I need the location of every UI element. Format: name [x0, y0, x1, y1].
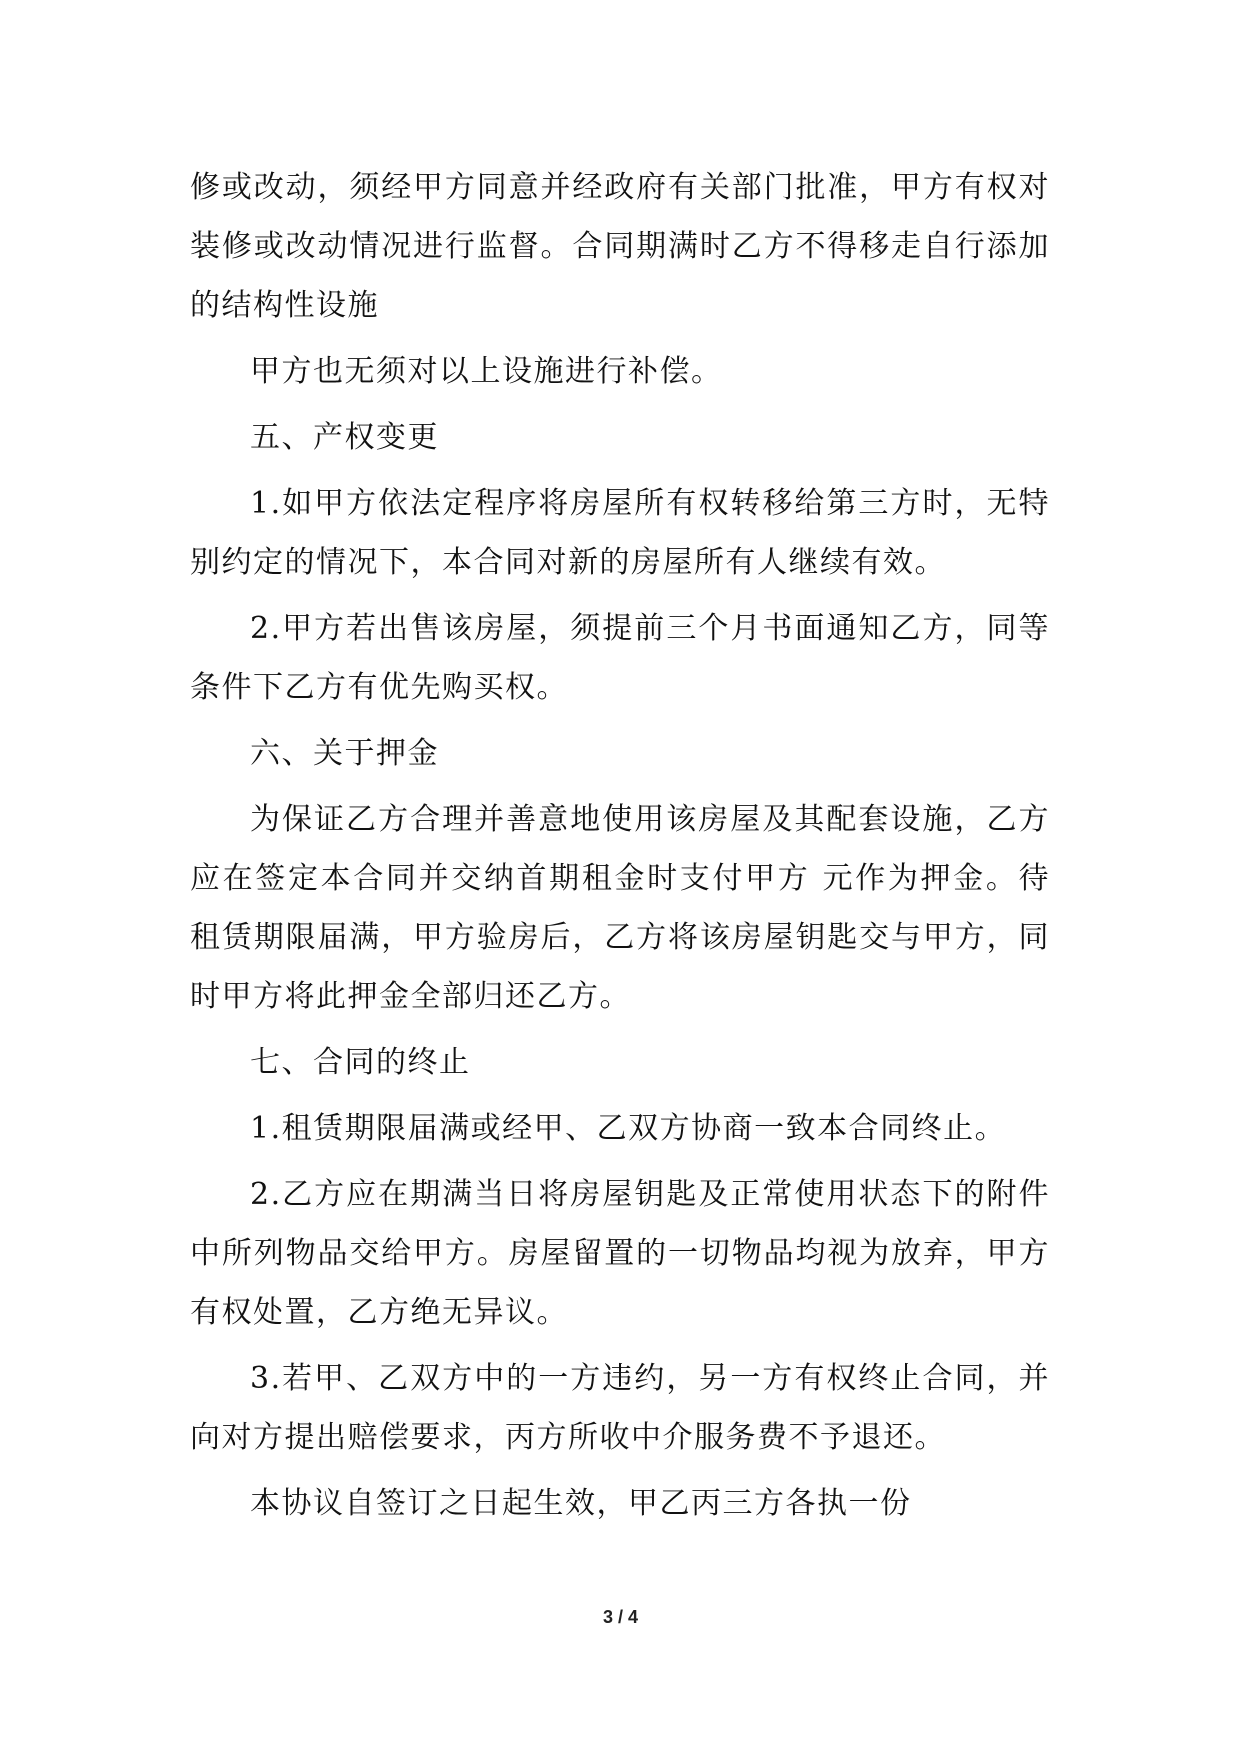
clause-sale-notice: 2.甲方若出售该房屋，须提前三个月书面通知乙方，同等条件下乙方有优先购买权。 — [190, 611, 1050, 705]
clause-effective-date: 本协议自签订之日起生效，甲乙丙三方各执一份 — [250, 1486, 912, 1521]
document-body — [190, 158, 1050, 1540]
clause-deposit: 为保证乙方合理并善意地使用该房屋及其配套设施，乙方应在签定本合同并交纳首期租金时支付甲方 元作为押金。待租赁期限届满，甲方验房后，乙方将该房屋钥匙交与甲方，同时甲方将此押金全部归还乙方。 — [190, 802, 1050, 1014]
clause-breach: 3.若甲、乙双方中的一方违约，另一方有权终止合同，并向对方提出赔偿要求，丙方所收中介服务费不予退还。 — [190, 1361, 1050, 1455]
clause-ownership-transfer: 1.如甲方依法定程序将房屋所有权转移给第三方时，无特别约定的情况下，本合同对新的房屋所有人继续有效。 — [190, 486, 1050, 580]
paragraph-renovation-continued: 修或改动，须经甲方同意并经政府有关部门批准，甲方有权对装修或改动情况进行监督。合同期满时乙方不得移走自行添加的结构性设施 — [190, 170, 1050, 323]
section-heading-termination: 七、合同的终止 — [250, 1045, 471, 1080]
section-heading-deposit: 六、关于押金 — [250, 736, 439, 771]
clause-key-return: 2.乙方应在期满当日将房屋钥匙及正常使用状态下的附件中所列物品交给甲方。房屋留置的一切物品均视为放弃，甲方有权处置，乙方绝无异议。 — [190, 1177, 1050, 1330]
section-heading-property-change: 五、产权变更 — [250, 420, 439, 455]
page-number: 3 / 4 — [602, 1607, 639, 1627]
clause-termination-expiry: 1.租赁期限届满或经甲、乙双方协商一致本合同终止。 — [250, 1111, 1007, 1146]
paragraph-no-compensation: 甲方也无须对以上设施进行补偿。 — [250, 354, 723, 389]
